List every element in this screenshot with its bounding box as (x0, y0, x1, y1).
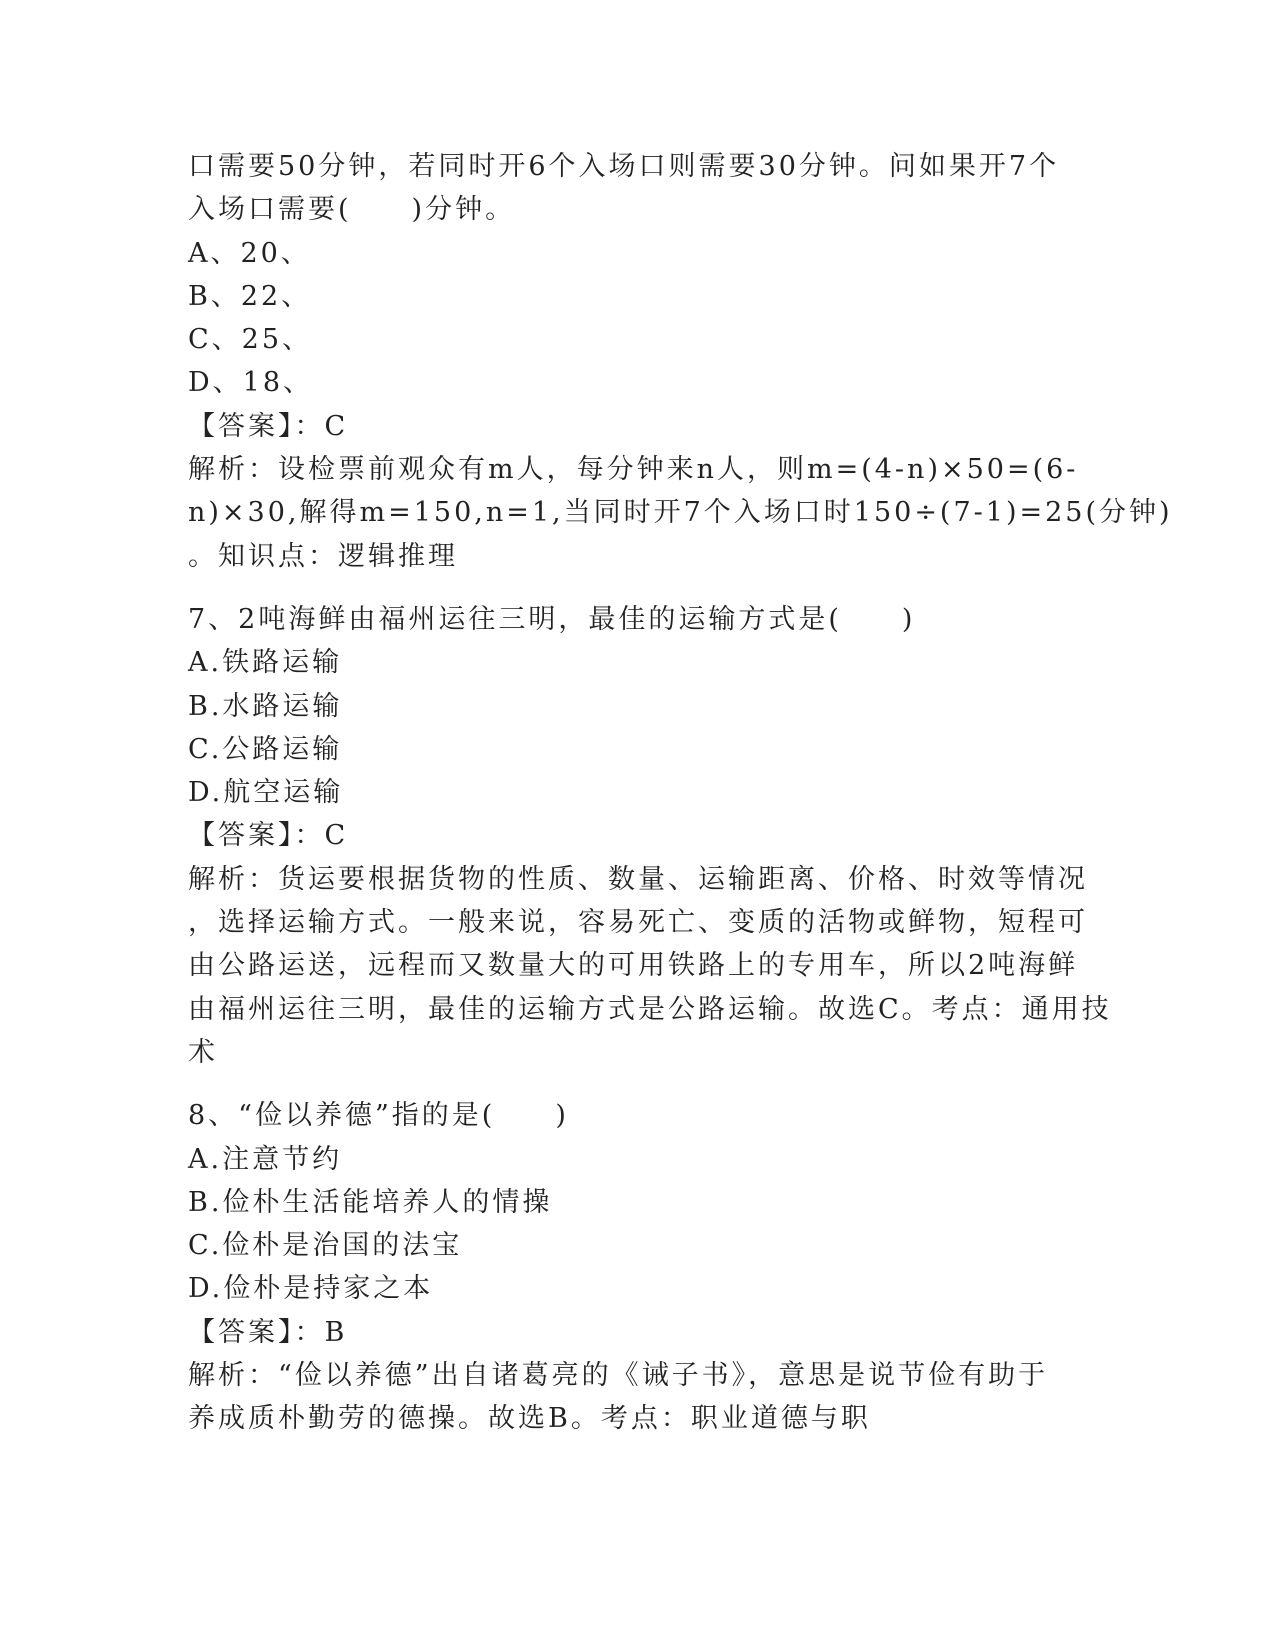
answer-line: 【答案】：C (188, 820, 349, 852)
question-spacer (188, 1074, 1088, 1094)
analysis-line: 解析：货运要根据货物的性质、数量、运输距离、价格、时效等情况 (188, 863, 1088, 895)
option-a: A、20、 (188, 237, 311, 269)
answer-line: 【答案】：C (188, 410, 349, 442)
question-stem-line: 入场口需要( )分钟。 (188, 194, 516, 226)
analysis-line: 术 (188, 1036, 218, 1068)
answer-line: 【答案】：B (188, 1316, 348, 1348)
analysis-line: 解析：“俭以养德”出自诸葛亮的《诫子书》，意思是说节俭有助于 (188, 1360, 1049, 1392)
analysis-line: 由公路运送，远程而又数量大的可用铁路上的专用车，所以2吨海鲜 (188, 950, 1079, 982)
analysis-line: 由福州运往三明，最佳的运输方式是公路运输。故选C。考点：通用技 (188, 993, 1112, 1025)
option-c: C.俭朴是治国的法宝 (188, 1230, 463, 1262)
question-stem: 8、“俭以养德”指的是( ) (188, 1100, 569, 1132)
option-d: D.俭朴是持家之本 (188, 1273, 434, 1305)
option-c: C.公路运输 (188, 733, 343, 765)
option-b: B.水路运输 (188, 690, 343, 722)
option-b: B、22、 (188, 280, 312, 312)
question-6 (188, 145, 1173, 578)
analysis-line: 解析：设检票前观众有m人，每分钟来n人，则m=(4-n)×50=(6- (188, 454, 1079, 486)
analysis-line: 养成质朴勤劳的德操。故选B。考点：职业道德与职 (188, 1403, 871, 1435)
question-8 (188, 1094, 1088, 1440)
option-d: D、18、 (188, 367, 314, 399)
option-a: A.注意节约 (188, 1143, 343, 1175)
option-d: D.航空运输 (188, 777, 344, 809)
question-stem: 7、2吨海鲜由福州运往三明，最佳的运输方式是( ) (188, 603, 916, 635)
option-a: A.铁路运输 (188, 647, 343, 679)
option-b: B.俭朴生活能培养人的情操 (188, 1186, 553, 1218)
question-spacer (188, 578, 1088, 598)
question-7 (188, 598, 1112, 1074)
option-c: C、25、 (188, 324, 313, 356)
question-stem-line: 口需要50分钟，若同时开6个入场口则需要30分钟。问如果开7个 (188, 151, 1060, 182)
analysis-line: 。知识点：逻辑推理 (188, 540, 458, 572)
document-body (188, 145, 1173, 1441)
analysis-line: ，选择运输方式。一般来说，容易死亡、变质的活物或鲜物，短程可 (188, 907, 1088, 939)
analysis-line: n)×30,解得m=150,n=1,当同时开7个入场口时150÷(7-1)=25(分钟) (188, 497, 1173, 529)
